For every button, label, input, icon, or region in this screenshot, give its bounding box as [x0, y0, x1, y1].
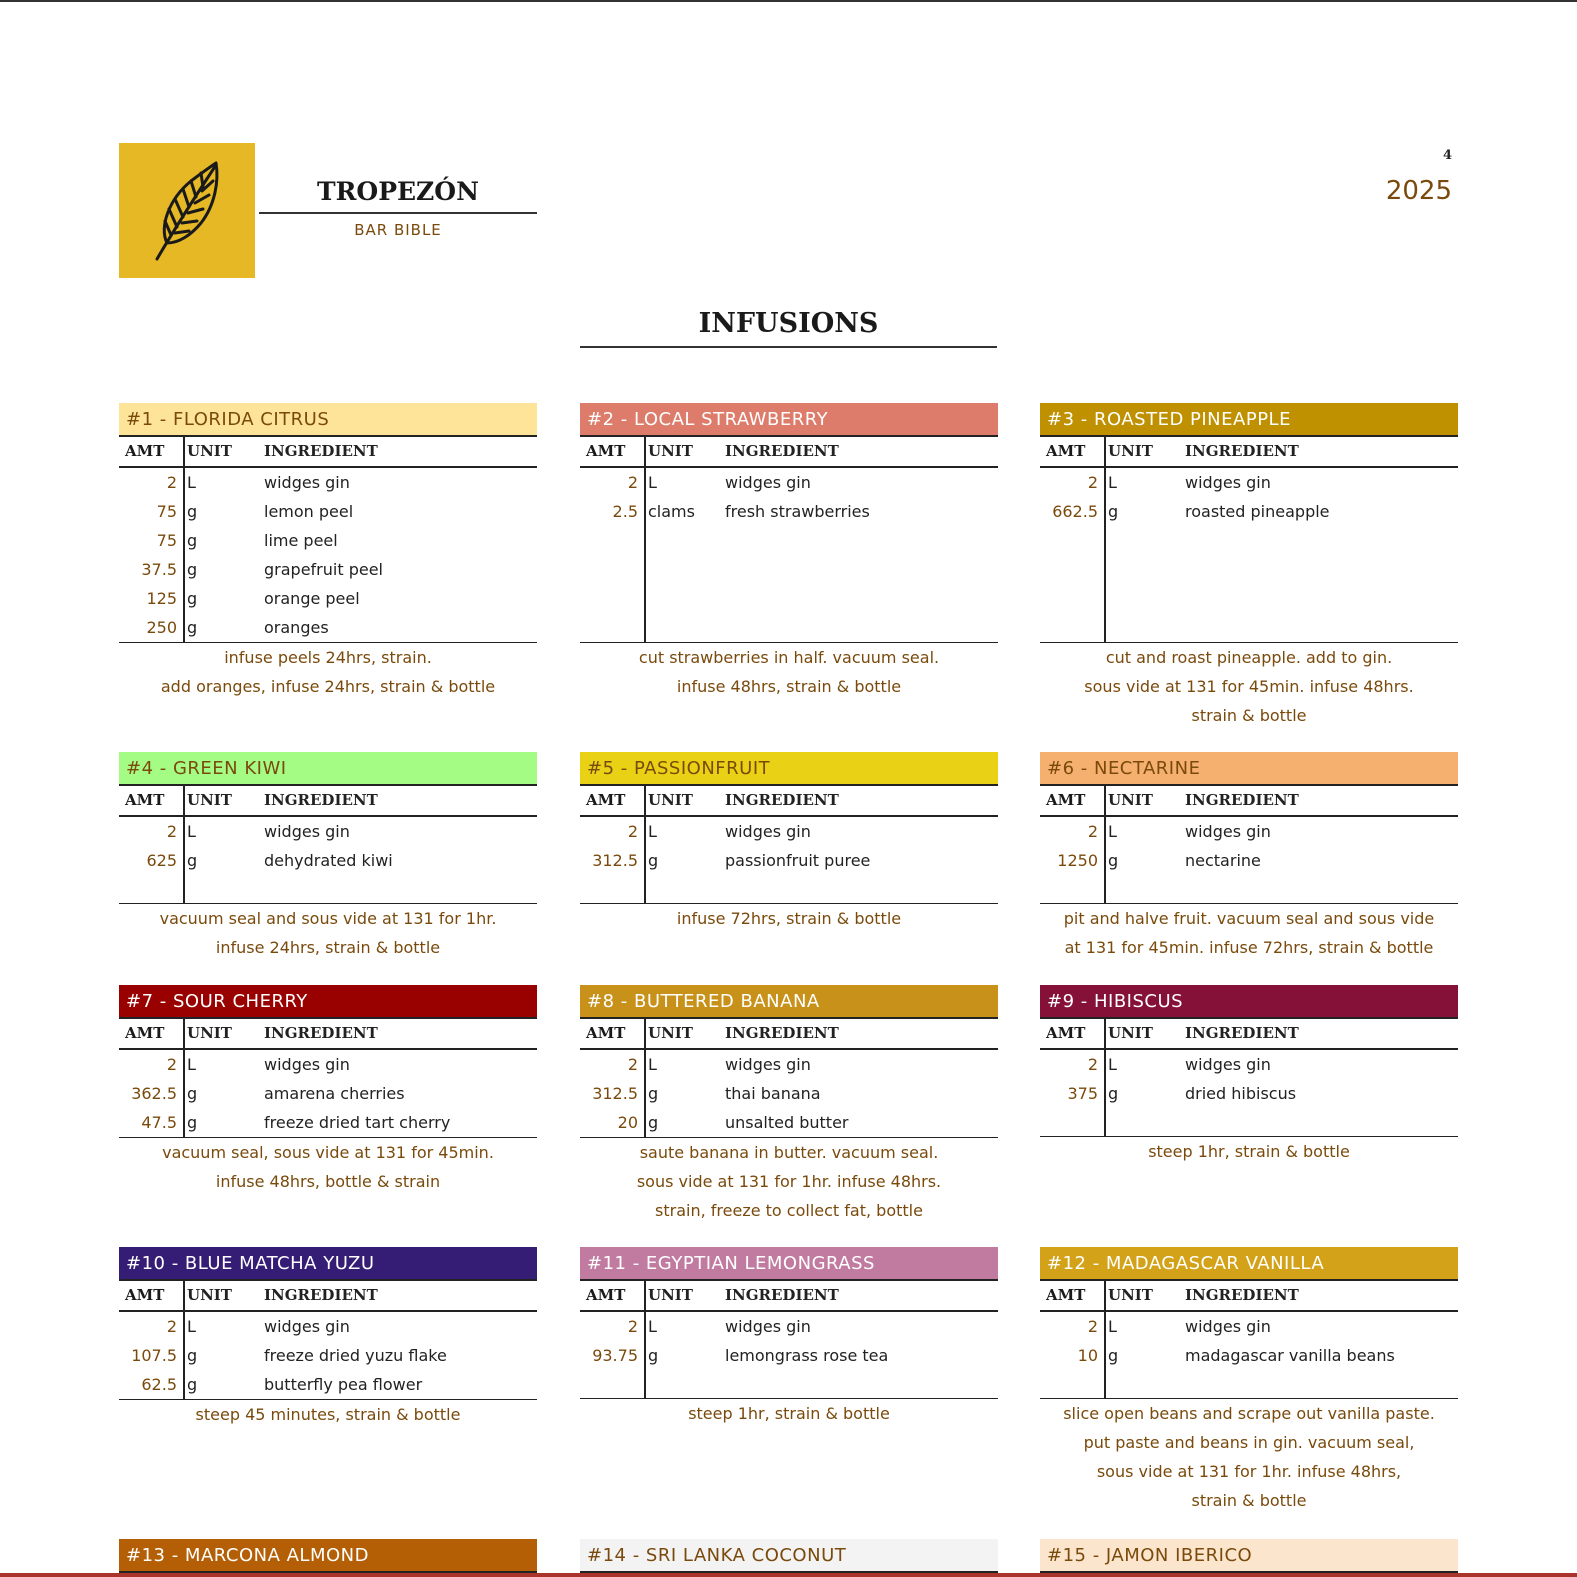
- amount: 2: [627, 473, 638, 492]
- ingredient: amarena cherries: [264, 1084, 405, 1103]
- unit: L: [1108, 822, 1117, 841]
- ingredient-table: [1040, 1050, 1458, 1137]
- amount: 2: [1087, 473, 1098, 492]
- recipe-card-title: #9 - HIBISCUS: [1040, 985, 1458, 1019]
- column-amt: AMT: [586, 791, 626, 809]
- amount: 75: [156, 502, 177, 521]
- amount: 20: [617, 1113, 638, 1132]
- recipe-note: infuse 72hrs, strain & bottle: [676, 909, 902, 928]
- recipe-note: pit and halve fruit. vacuum seal and sous vide: [1063, 909, 1435, 928]
- recipe-card: [580, 403, 998, 701]
- amount: 2: [627, 822, 638, 841]
- column-amt: AMT: [125, 1286, 165, 1304]
- column-unit: UNIT: [648, 1286, 693, 1304]
- unit: g: [1108, 1346, 1119, 1365]
- amount: 375: [1067, 1084, 1098, 1103]
- recipe-card-title: #1 - FLORIDA CITRUS: [119, 403, 537, 437]
- ingredient: widges gin: [725, 822, 811, 841]
- ingredient-table: [119, 817, 537, 904]
- column-unit: UNIT: [187, 1286, 232, 1304]
- amount: 2: [166, 822, 177, 841]
- ingredient-table: [1040, 468, 1458, 643]
- column-unit: UNIT: [1108, 791, 1153, 809]
- ingredient: widges gin: [1185, 473, 1271, 492]
- column-header-row: [1040, 437, 1458, 468]
- amount: 312.5: [592, 1084, 638, 1103]
- column-divider: [1104, 1019, 1106, 1048]
- column-amt: AMT: [1046, 442, 1086, 460]
- recipe-note: infuse 48hrs, strain & bottle: [676, 677, 902, 696]
- amount: 93.75: [592, 1346, 638, 1365]
- column-unit: UNIT: [648, 442, 693, 460]
- ingredient: butterfly pea flower: [264, 1375, 423, 1394]
- column-header-row: [1040, 1281, 1458, 1312]
- unit: L: [1108, 1317, 1117, 1336]
- recipe-note: saute banana in butter. vacuum seal.: [639, 1143, 939, 1162]
- ingredient: lime peel: [264, 531, 338, 550]
- table-row: [1040, 817, 1458, 846]
- recipe-card-title: #8 - BUTTERED BANANA: [580, 985, 998, 1019]
- recipe-card-title: #7 - SOUR CHERRY: [119, 985, 537, 1019]
- table-row: [119, 1108, 537, 1137]
- column-ingredient: INGREDIENT: [725, 1024, 839, 1042]
- unit: L: [1108, 473, 1117, 492]
- table-row: [580, 846, 998, 875]
- unit: g: [187, 560, 198, 579]
- table-row: [580, 1341, 998, 1370]
- ingredient: freeze dried tart cherry: [264, 1113, 451, 1132]
- recipe-card: [1040, 403, 1458, 730]
- amount: 10: [1077, 1346, 1098, 1365]
- table-row: [1040, 1050, 1458, 1079]
- table-row: [580, 1050, 998, 1079]
- recipe-card: [1040, 985, 1458, 1166]
- column-divider: [183, 437, 185, 466]
- ingredient-table: [580, 817, 998, 904]
- recipe-card: [119, 403, 537, 701]
- table-row: [1040, 497, 1458, 526]
- column-ingredient: INGREDIENT: [725, 791, 839, 809]
- table-row: [580, 497, 998, 526]
- unit: L: [187, 473, 196, 492]
- column-ingredient: INGREDIENT: [1185, 1286, 1299, 1304]
- unit: g: [1108, 502, 1119, 521]
- unit: clams: [648, 502, 695, 521]
- column-header-row: [1040, 786, 1458, 817]
- feather-icon: [119, 143, 255, 278]
- unit: L: [648, 1317, 657, 1336]
- table-row: [1040, 1341, 1458, 1370]
- column-divider: [1104, 786, 1106, 815]
- recipe-card: [580, 1247, 998, 1428]
- column-header-row: [119, 1281, 537, 1312]
- column-unit: UNIT: [1108, 1024, 1153, 1042]
- unit: L: [187, 1317, 196, 1336]
- table-row: [119, 468, 537, 497]
- unit: g: [187, 589, 198, 608]
- ingredient-table: [119, 1050, 537, 1138]
- recipe-card: [580, 752, 998, 933]
- recipe-card: [1040, 1539, 1458, 1573]
- recipe-note: infuse 24hrs, strain & bottle: [215, 938, 441, 957]
- recipe-note: cut strawberries in half. vacuum seal.: [638, 648, 940, 667]
- unit: g: [648, 851, 659, 870]
- column-divider: [1104, 437, 1106, 466]
- table-row: [119, 846, 537, 875]
- unit: g: [648, 1346, 659, 1365]
- ingredient: lemongrass rose tea: [725, 1346, 889, 1365]
- ingredient: nectarine: [1185, 851, 1261, 870]
- column-header-row: [119, 437, 537, 468]
- unit: g: [187, 1346, 198, 1365]
- ingredient: widges gin: [1185, 822, 1271, 841]
- recipe-note: sous vide at 131 for 1hr. infuse 48hrs.: [636, 1172, 942, 1191]
- recipe-note: infuse peels 24hrs, strain.: [224, 648, 432, 667]
- column-divider: [183, 1281, 185, 1310]
- amount: 75: [156, 531, 177, 550]
- recipe-card: [1040, 1247, 1458, 1515]
- ingredient: widges gin: [1185, 1317, 1271, 1336]
- unit: g: [648, 1084, 659, 1103]
- ingredient: widges gin: [264, 1317, 350, 1336]
- ingredient-table: [580, 1312, 998, 1399]
- column-ingredient: INGREDIENT: [264, 1286, 378, 1304]
- bottom-rule: [0, 1573, 1577, 1577]
- column-header-row: [119, 1019, 537, 1050]
- ingredient: dehydrated kiwi: [264, 851, 393, 870]
- column-unit: UNIT: [187, 442, 232, 460]
- table-row: [580, 468, 998, 497]
- table-row: [580, 1079, 998, 1108]
- column-divider: [644, 1019, 646, 1048]
- column-header-row: [119, 786, 537, 817]
- ingredient: orange peel: [264, 589, 360, 608]
- recipe-note: vacuum seal and sous vide at 131 for 1hr.: [159, 909, 497, 928]
- amount: 2: [166, 473, 177, 492]
- table-row: [119, 1079, 537, 1108]
- column-amt: AMT: [586, 1286, 626, 1304]
- unit: g: [187, 1375, 198, 1394]
- column-amt: AMT: [125, 1024, 165, 1042]
- amount: 37.5: [141, 560, 177, 579]
- recipe-card-title: #11 - EGYPTIAN LEMONGRASS: [580, 1247, 998, 1281]
- column-ingredient: INGREDIENT: [1185, 791, 1299, 809]
- recipe-note: cut and roast pineapple. add to gin.: [1105, 648, 1393, 667]
- column-divider: [644, 1281, 646, 1310]
- amount: 662.5: [1052, 502, 1098, 521]
- amount: 47.5: [141, 1113, 177, 1132]
- column-unit: UNIT: [648, 791, 693, 809]
- column-divider: [1104, 1281, 1106, 1310]
- recipe-note: strain & bottle: [1191, 1491, 1307, 1510]
- column-header-row: [580, 1281, 998, 1312]
- column-divider: [183, 1019, 185, 1048]
- recipe-card-title: #14 - SRI LANKA COCONUT: [580, 1539, 998, 1573]
- recipe-card-title: #3 - ROASTED PINEAPPLE: [1040, 403, 1458, 437]
- ingredient-table: [580, 468, 998, 643]
- ingredient: passionfruit puree: [725, 851, 871, 870]
- ingredient: fresh strawberries: [725, 502, 870, 521]
- unit: g: [187, 531, 198, 550]
- page-number: 4: [1442, 148, 1452, 163]
- amount: 2: [627, 1055, 638, 1074]
- recipe-card: [580, 1539, 998, 1573]
- amount: 2: [627, 1317, 638, 1336]
- ingredient: oranges: [264, 618, 329, 637]
- column-unit: UNIT: [1108, 1286, 1153, 1304]
- table-row: [119, 526, 537, 555]
- column-header-row: [580, 437, 998, 468]
- ingredient: unsalted butter: [725, 1113, 849, 1132]
- recipe-card-title: #10 - BLUE MATCHA YUZU: [119, 1247, 537, 1281]
- column-header-row: [1040, 1019, 1458, 1050]
- top-rule: [0, 0, 1577, 2]
- ingredient: dried hibiscus: [1185, 1084, 1297, 1103]
- column-header-row: [580, 1019, 998, 1050]
- amount: 62.5: [141, 1375, 177, 1394]
- recipe-note: steep 1hr, strain & bottle: [688, 1404, 890, 1423]
- recipe-note: steep 1hr, strain & bottle: [1148, 1142, 1350, 1161]
- amount: 125: [146, 589, 177, 608]
- table-row: [580, 817, 998, 846]
- column-ingredient: INGREDIENT: [1185, 1024, 1299, 1042]
- recipe-note: add oranges, infuse 24hrs, strain & bottle: [160, 677, 496, 696]
- column-amt: AMT: [1046, 1286, 1086, 1304]
- column-amt: AMT: [125, 442, 165, 460]
- amount: 312.5: [592, 851, 638, 870]
- column-unit: UNIT: [1108, 442, 1153, 460]
- recipe-note: put paste and beans in gin. vacuum seal,: [1083, 1433, 1415, 1452]
- recipe-note: strain, freeze to collect fat, bottle: [655, 1201, 923, 1220]
- ingredient: roasted pineapple: [1185, 502, 1330, 521]
- unit: g: [1108, 1084, 1119, 1103]
- unit: g: [648, 1113, 659, 1132]
- ingredient-table: [119, 1312, 537, 1400]
- recipe-note: vacuum seal, sous vide at 131 for 45min.: [162, 1143, 494, 1162]
- year: 2025: [1385, 176, 1452, 206]
- unit: L: [648, 473, 657, 492]
- unit: L: [648, 822, 657, 841]
- unit: L: [648, 1055, 657, 1074]
- section-title: INFUSIONS: [580, 304, 997, 348]
- unit: g: [187, 618, 198, 637]
- recipe-card: [119, 752, 537, 962]
- ingredient: widges gin: [725, 473, 811, 492]
- column-amt: AMT: [586, 1024, 626, 1042]
- recipe-card: [580, 985, 998, 1225]
- amount: 2: [1087, 1317, 1098, 1336]
- brand-subtitle: BAR BIBLE: [354, 221, 442, 239]
- ingredient: freeze dried yuzu flake: [264, 1346, 447, 1365]
- column-ingredient: INGREDIENT: [1185, 442, 1299, 460]
- table-row: [119, 555, 537, 584]
- recipe-card-title: #4 - GREEN KIWI: [119, 752, 537, 786]
- ingredient: madagascar vanilla beans: [1185, 1346, 1395, 1365]
- column-amt: AMT: [125, 791, 165, 809]
- amount: 250: [146, 618, 177, 637]
- unit: L: [187, 1055, 196, 1074]
- column-ingredient: INGREDIENT: [264, 791, 378, 809]
- table-row: [119, 613, 537, 642]
- column-ingredient: INGREDIENT: [264, 1024, 378, 1042]
- recipe-note: strain & bottle: [1191, 706, 1307, 725]
- recipe-card: [119, 1247, 537, 1429]
- unit: g: [187, 1084, 198, 1103]
- column-unit: UNIT: [187, 791, 232, 809]
- unit: g: [187, 851, 198, 870]
- amount: 107.5: [131, 1346, 177, 1365]
- table-row: [1040, 846, 1458, 875]
- column-unit: UNIT: [187, 1024, 232, 1042]
- column-amt: AMT: [1046, 1024, 1086, 1042]
- table-row: [119, 1370, 537, 1399]
- recipe-card-title: #12 - MADAGASCAR VANILLA: [1040, 1247, 1458, 1281]
- recipe-note: sous vide at 131 for 45min. infuse 48hrs.: [1084, 677, 1414, 696]
- table-row: [580, 1312, 998, 1341]
- recipe-card-title: #5 - PASSIONFRUIT: [580, 752, 998, 786]
- recipe-note: at 131 for 45min. infuse 72hrs, strain & bottle: [1064, 938, 1434, 957]
- amount: 2: [1087, 822, 1098, 841]
- ingredient: widges gin: [725, 1317, 811, 1336]
- ingredient: widges gin: [725, 1055, 811, 1074]
- recipe-note: slice open beans and scrape out vanilla paste.: [1063, 1404, 1435, 1423]
- unit: g: [187, 502, 198, 521]
- column-divider: [644, 786, 646, 815]
- table-row: [119, 1341, 537, 1370]
- column-ingredient: INGREDIENT: [725, 442, 839, 460]
- ingredient-table: [1040, 1312, 1458, 1399]
- amount: 2.5: [612, 502, 638, 521]
- recipe-note: sous vide at 131 for 1hr. infuse 48hrs,: [1096, 1462, 1402, 1481]
- amount: 2: [166, 1317, 177, 1336]
- amount: 625: [146, 851, 177, 870]
- table-row: [119, 817, 537, 846]
- recipe-card-title: #15 - JAMON IBERICO: [1040, 1539, 1458, 1573]
- recipe-note: infuse 48hrs, bottle & strain: [215, 1172, 441, 1191]
- table-row: [1040, 1312, 1458, 1341]
- table-row: [1040, 1079, 1458, 1108]
- unit: g: [187, 1113, 198, 1132]
- ingredient: widges gin: [264, 1055, 350, 1074]
- unit: L: [1108, 1055, 1117, 1074]
- column-ingredient: INGREDIENT: [264, 442, 378, 460]
- recipe-card-title: #13 - MARCONA ALMOND: [119, 1539, 537, 1573]
- ingredient: grapefruit peel: [264, 560, 383, 579]
- ingredient: widges gin: [1185, 1055, 1271, 1074]
- ingredient: widges gin: [264, 473, 350, 492]
- table-row: [580, 1108, 998, 1137]
- column-header-row: [580, 786, 998, 817]
- recipe-card-title: #2 - LOCAL STRAWBERRY: [580, 403, 998, 437]
- table-row: [119, 1050, 537, 1079]
- column-unit: UNIT: [648, 1024, 693, 1042]
- brand-block: [259, 172, 537, 239]
- recipe-card: [119, 985, 537, 1196]
- amount: 1250: [1057, 851, 1098, 870]
- recipe-card: [1040, 752, 1458, 962]
- amount: 2: [166, 1055, 177, 1074]
- brand-title: TROPEZÓN: [259, 172, 537, 214]
- ingredient: widges gin: [264, 822, 350, 841]
- column-divider: [183, 786, 185, 815]
- ingredient-table: [580, 1050, 998, 1138]
- recipe-card-title: #6 - NECTARINE: [1040, 752, 1458, 786]
- table-row: [119, 1312, 537, 1341]
- ingredient-table: [1040, 817, 1458, 904]
- amount: 362.5: [131, 1084, 177, 1103]
- unit: g: [1108, 851, 1119, 870]
- logo: [119, 143, 255, 278]
- recipe-note: steep 45 minutes, strain & bottle: [195, 1405, 461, 1424]
- column-amt: AMT: [586, 442, 626, 460]
- column-amt: AMT: [1046, 791, 1086, 809]
- table-row: [1040, 468, 1458, 497]
- recipe-card: [119, 1539, 537, 1573]
- table-row: [119, 584, 537, 613]
- column-divider: [644, 437, 646, 466]
- ingredient: lemon peel: [264, 502, 354, 521]
- amount: 2: [1087, 1055, 1098, 1074]
- column-ingredient: INGREDIENT: [725, 1286, 839, 1304]
- table-row: [119, 497, 537, 526]
- ingredient-table: [119, 468, 537, 643]
- unit: L: [187, 822, 196, 841]
- ingredient: thai banana: [725, 1084, 821, 1103]
